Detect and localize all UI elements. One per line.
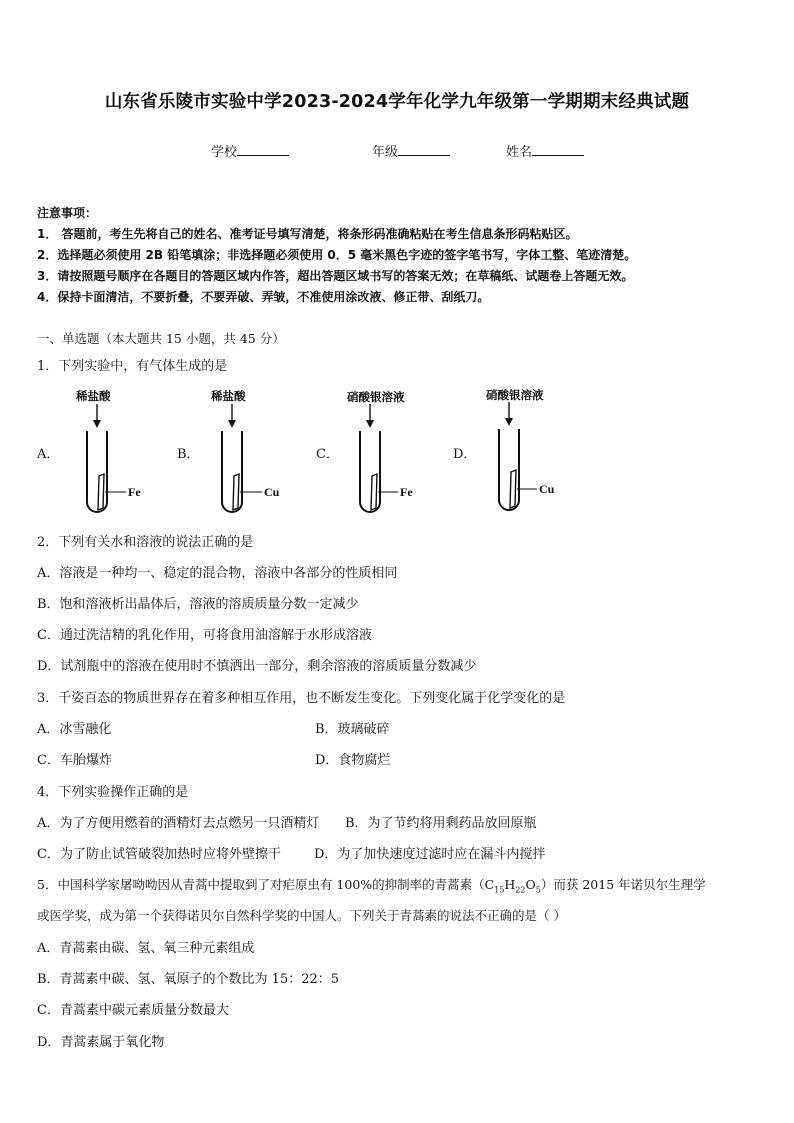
notes-heading: 注意事项： (37, 206, 98, 220)
q3-option-b: B．玻璃破碎 (315, 722, 390, 737)
reagent-label: 稀盐酸 (211, 389, 246, 403)
q2-option-c: C．通过洗洁精的乳化作用，可将食用油溶解于水形成溶液 (37, 628, 372, 643)
metal-label: Cu (264, 485, 280, 499)
reagent-label: 硝酸银溶液 (347, 390, 405, 404)
q3-option-d: D．食物腐烂 (315, 753, 391, 768)
reagent-label: 稀盐酸 (76, 389, 111, 403)
test-tube-d (499, 402, 537, 510)
question-5-stem (37, 875, 706, 895)
formula-subscript: 22 (515, 885, 526, 895)
q4-option-a: A．为了方便用燃着的酒精灯去点燃另一只酒精灯 (37, 816, 320, 831)
q1-option-a-letter: A． (37, 447, 60, 462)
test-tube-diagrams (0, 400, 794, 520)
q2-option-b: B．饱和溶液析出晶体后，溶液的溶质质量分数一定减少 (37, 597, 359, 612)
q5-stem-text: 5．中国科学家屠呦呦因从青蒿中提取到了对疟原虫有 100%的抑制率的青蒿素（C (37, 877, 495, 892)
question-5-stem-line2: 或医学奖，成为第一个获得诺贝尔自然科学奖的中国人。下列关于青蒿素的说法不正确的是（ ） (37, 908, 566, 923)
q1-option-b-letter: B． (177, 447, 200, 462)
q4-option-d: D．为了加快速度过滤时应在漏斗内搅拌 (314, 847, 546, 862)
q2-option-d: D．试剂瓶中的溶液在使用时不慎洒出一部分，剩余溶液的溶质质量分数减少 (37, 659, 477, 674)
q5-option-d: D．青蒿素属于氧化物 (37, 1035, 165, 1050)
metal-label: Fe (400, 485, 413, 499)
q1-option-d-letter: D． (453, 447, 477, 462)
note-item: 2．选择题必须使用 2B 铅笔填涂；非选择题必须使用 0．5 毫米黑色字迹的签字笔书写，字体工整、笔迹清楚。 (37, 248, 637, 262)
school-label: 学校 (211, 145, 238, 160)
q3-option-c: C．车胎爆炸 (37, 753, 112, 768)
question-3-stem: 3．千姿百态的物质世界存在着多种相互作用，也不断发生变化。下列变化属于化学变化的是 (37, 691, 566, 706)
metal-label: Cu (539, 482, 555, 496)
test-tube-c (360, 404, 398, 512)
formula-element: O (525, 877, 536, 892)
formula-subscript: 15 (494, 885, 505, 895)
q2-option-a: A．溶液是一种均一、稳定的混合物，溶液中各部分的性质相同 (37, 566, 398, 581)
note-item: 3．请按照题号顺序在各题目的答题区域内作答，超出答题区域书写的答案无效；在草稿纸、试题卷上答题无效。 (37, 269, 634, 283)
q4-option-c: C．为了防止试管破裂加热时应将外壁擦干 (37, 847, 281, 862)
grade-field[interactable] (372, 141, 450, 160)
question-4-stem: 4．下列实验操作正确的是 (37, 785, 189, 800)
question-1-stem: 1．下列实验中，有气体生成的是 (37, 359, 228, 374)
test-tube-b (222, 404, 262, 512)
note-item: 4．保持卡面清洁，不要折叠，不要弄破、弄皱，不准使用涂改液、修正带、刮纸刀。 (37, 290, 490, 304)
q5-option-b: B．青蒿素中碳、氢、氧原子的个数比为 15：22：5 (37, 972, 340, 987)
q5-option-c: C．青蒿素中碳元素质量分数最大 (37, 1003, 229, 1018)
page-title: 山东省乐陵市实验中学2023-2024学年化学九年级第一学期期末经典试题 (104, 92, 690, 112)
name-label: 姓名 (506, 145, 533, 160)
name-field[interactable] (506, 141, 584, 160)
test-tube-a (87, 404, 126, 512)
q4-option-b: B．为了节约将用剩药品放回原瓶 (345, 816, 537, 831)
metal-label: Fe (128, 485, 141, 499)
q5-option-a: A．青蒿素由碳、氢、氧三种元素组成 (37, 941, 255, 956)
school-field[interactable] (211, 141, 289, 160)
formula-element: H (504, 877, 516, 892)
q1-option-c-letter: C． (316, 447, 339, 462)
q5-stem-text: ）而获 2015 年诺贝尔生理学 (540, 877, 706, 892)
grade-label: 年级 (372, 145, 399, 160)
question-2-stem: 2．下列有关水和溶液的说法正确的是 (37, 535, 254, 550)
reagent-label: 硝酸银溶液 (486, 388, 544, 402)
note-item: 1． 答题前，考生先将自己的姓名、准考证号填写清楚，将条形码准确粘贴在考生信息条形码粘贴区。 (37, 227, 578, 241)
section-heading: 一、单选题（本大题共 15 小题，共 45 分） (37, 331, 285, 346)
q3-option-a: A．冰雪融化 (37, 722, 112, 737)
formula-subscript: 5 (535, 885, 541, 895)
